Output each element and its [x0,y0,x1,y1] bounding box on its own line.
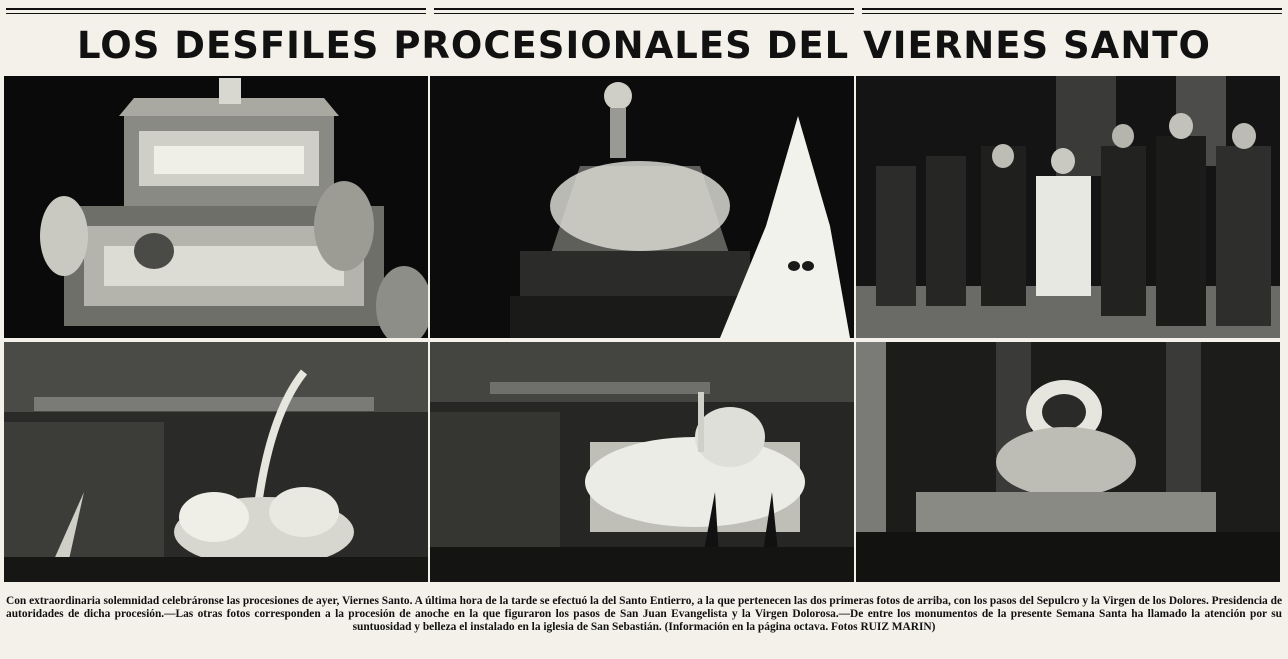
photo-authorities-procession [856,76,1280,338]
headline: LOS DESFILES PROCESIONALES DEL VIERNES SANTO [77,24,1211,67]
photo-grid [4,76,1280,582]
masthead-rules [6,8,1282,22]
photo-virgen-dolores-float [430,76,854,338]
rule-segment-right [862,8,1282,14]
rule-segment-left [6,8,426,14]
photo-san-juan-evangelista [4,342,428,582]
photo-caption: Con extraordinaria solemnidad celebráronse las procesiones de ayer, Viernes Santo. A última hora de la tarde se efectuó la del Santo Entierro, a la que pertenecen las dos primeras fotos de arriba, con los pasos del Sepulcro y la Virgen de los Dolores. Presidencia de autoridades de dicha procesión.—Las otras fotos corresponden a la procesión de anoche en la que figuraron los pasos de San Juan Evangelista y la Virgen Dolorosa.—De entre los monumentos de la presente Semana Santa ha llamado la atención por su suntuosidad y belleza el instalado en la iglesia de San Sebastián. (Información en la página octava. Fotos RUIZ MARIN) [6,595,1282,633]
photo-virgen-dolorosa [430,342,854,582]
photo-sepulcro-float [4,76,428,338]
photo-monumento-san-sebastian [856,342,1280,582]
rule-segment-center [434,8,854,14]
